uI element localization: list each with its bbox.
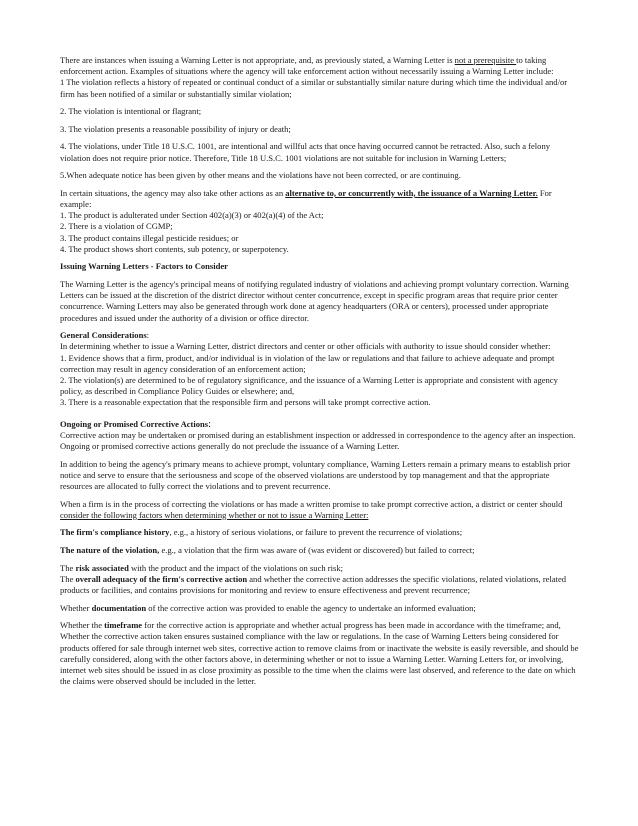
general-heading: General Considerations — [60, 330, 147, 341]
risk-prefix: The — [60, 562, 76, 573]
risk-text: with the product and the impact of the violations on such risk; — [128, 562, 343, 573]
process-paragraph — [60, 499, 580, 521]
alternative-list-item: 4. The product shows short contents, sub potency, or superpotency. — [60, 243, 289, 254]
intro-item-1: 1 The violation reflects a history of repeated or continual conduct of a similar or substantially similar nature during which time the individual and/or firm has been notified of a similar or substantially similar violation; — [60, 77, 568, 99]
ongoing-text: Corrective action may be undertaken or promised during an establishment inspection or addressed in correspondence to the agency after an inspection. Ongoing or promised corrective actions generally do not preclude the issuance of a Warning Letter. — [60, 429, 576, 452]
addition-paragraph: In addition to being the agency's primary means to achieve prompt, voluntary compliance, Warning Letters remain a primary means to establish prior notice and serve to ensure that the seriousness and scope of the observed violations are understood by top management and that the appropriate resources are allocated to fully correct the violations and to prevent recurrence. — [60, 458, 571, 492]
timeframe-and-sustained-factors — [60, 620, 580, 687]
ongoing-corrective-actions — [60, 419, 580, 453]
nature-text: e.g., a violation that the firm was aware of (was evident or discovered) but failed to correct; — [159, 545, 475, 555]
general-list-item: 1. Evidence shows that a firm, product, and/or individual is in violation of the law or regulations and that failure to achieve adequate and prompt correction may result in agency consideration of an enforcement action; — [60, 352, 555, 374]
general-list-item: 2. The violation(s) are determined to be of regulatory significance, and the issuance of a Warning Letter is appropriate and consistent with agency policy, as described in Compliance Policy Guides or elsewhere; and, — [60, 375, 558, 397]
general-heading-colon: : — [146, 330, 150, 341]
sustained-compliance-factor: Whether the corrective action taken ensures sustained compliance with the law or regulations. In the case of Warning Letters being considered for products offered for sale through internet web sites, corrective action to remove claims from or inactivate the website is easily reversible, and should be carefully considered, along with the other factors above, in determining whether or not to issue a Warning Letter. Warning Letters for, or involving, internet web sites should be issued in as close proximity as possible to the time when the claims were last observed, and reference to the date on which the claims were observed should be included in the letter. — [60, 631, 579, 687]
history-text: , e.g., a history of serious violations, or failure to prevent the recurrence of violations; — [169, 527, 463, 538]
nature-factor — [60, 545, 580, 556]
item-5: 5.When adequate notice has been given by other means and the violations have not been corrected, or are continuing. — [60, 170, 461, 181]
alternative-list-item: 2. There is a violation of CGMP; — [60, 221, 173, 232]
compliance-history-factor — [60, 527, 580, 538]
adequacy-bold: overall adequacy of the firm's corrective action — [75, 573, 248, 584]
factors-paragraph: The Warning Letter is the agency's principal means of notifying regulated industry of violations and achieving prompt voluntary correction. Warning Letters can be issued at the discretion of the district director without center concurrence, except in specific program areas that require prior center concurrence. Warning Letters may also be generated through work done at agency headquarters (ORA or centers), processed under appropriate procedures and issued under the authority of a division or office director. — [60, 278, 569, 323]
time-text: for the corrective action is appropriate and whether actual progress has been made in accordance with the timeframe; and, — [142, 620, 561, 631]
general-text: In determining whether to issue a Warning Letter, district directors and center or other officials with authority to issue should consider whether: — [60, 341, 551, 352]
time-prefix: Whether the — [60, 620, 105, 631]
history-bold: The firm's compliance history — [60, 527, 170, 538]
item-2: 2. The violation is intentional or flagrant; — [60, 106, 202, 117]
doc-text: of the corrective action was provided to enable the agency to undertake an informed evaluation; — [146, 602, 476, 613]
alternative-text-a: In certain situations, the agency may also take other actions as an — [60, 187, 286, 198]
time-bold: timeframe — [104, 620, 143, 631]
documentation-factor — [60, 603, 580, 614]
process-underlined: consider the following factors when determining whether or not to issue a Warning Letter: — [60, 509, 369, 520]
intro-paragraph — [60, 55, 580, 100]
item-4: 4. The violations, under Title 18 U.S.C. 1001, are intentional and willful acts that once having occurred cannot be retracted. Also, such a felony violation does not require prior notice. Therefore, Title 18 U.S.C. 1001 violations are not suitable for inclusion in Warning Letters; — [60, 141, 550, 163]
intro-underlined: not a prerequisite — [454, 55, 517, 65]
timeframe-factor — [60, 620, 580, 631]
nature-bold: The nature of the violation, — [60, 545, 160, 555]
general-considerations — [60, 330, 580, 408]
alternative-text-b: For example: — [60, 187, 552, 209]
adequacy-prefix: The — [60, 573, 76, 584]
alternative-list-item: 3. The product contains illegal pesticide residues; or — [60, 232, 239, 243]
risk-bold: risk associated — [75, 562, 129, 573]
ongoing-heading-colon: : — [208, 418, 212, 430]
factors-heading: Issuing Warning Letters - Factors to Consider — [60, 261, 228, 272]
doc-prefix: Whether — [60, 602, 92, 613]
ongoing-heading: Ongoing or Promised Corrective Actions — [60, 418, 209, 429]
adequacy-factor — [60, 574, 580, 596]
risk-and-adequacy-factors — [60, 563, 580, 597]
doc-bold: documentation — [91, 602, 147, 613]
alternative-bold-underlined: alternative to, or concurrently with, the issuance of a Warning Letter. — [285, 187, 538, 198]
adequacy-text: and whether the corrective action addresses the specific violations, related violations, related products or facilities, and contains provisions for monitoring and review to ensure effectiveness and prevent recurrence; — [60, 573, 567, 595]
document-page — [60, 55, 580, 694]
alternative-paragraph — [60, 188, 580, 255]
intro-text-b: to taking enforcement action. Examples of situations where the agency will take enforcement action without necessarily issuing a Warning Letter include: — [60, 55, 554, 77]
intro-text-a: There are instances when issuing a Warning Letter is not appropriate, and, as previously stated, a Warning Letter is — [60, 55, 455, 65]
process-text-a: When a firm is in the process of correcting the violations or has made a written promise to take prompt corrective action, a district or center should — [60, 498, 563, 509]
general-list-item: 3. There is a reasonable expectation that the responsible firm and persons will take prompt corrective action. — [60, 397, 431, 408]
alternative-list-item: 1. The product is adulterated under Section 402(a)(3) or 402(a)(4) of the Act; — [60, 210, 324, 221]
item-3: 3. The violation presents a reasonable possibility of injury or death; — [60, 123, 291, 134]
risk-factor — [60, 563, 580, 574]
